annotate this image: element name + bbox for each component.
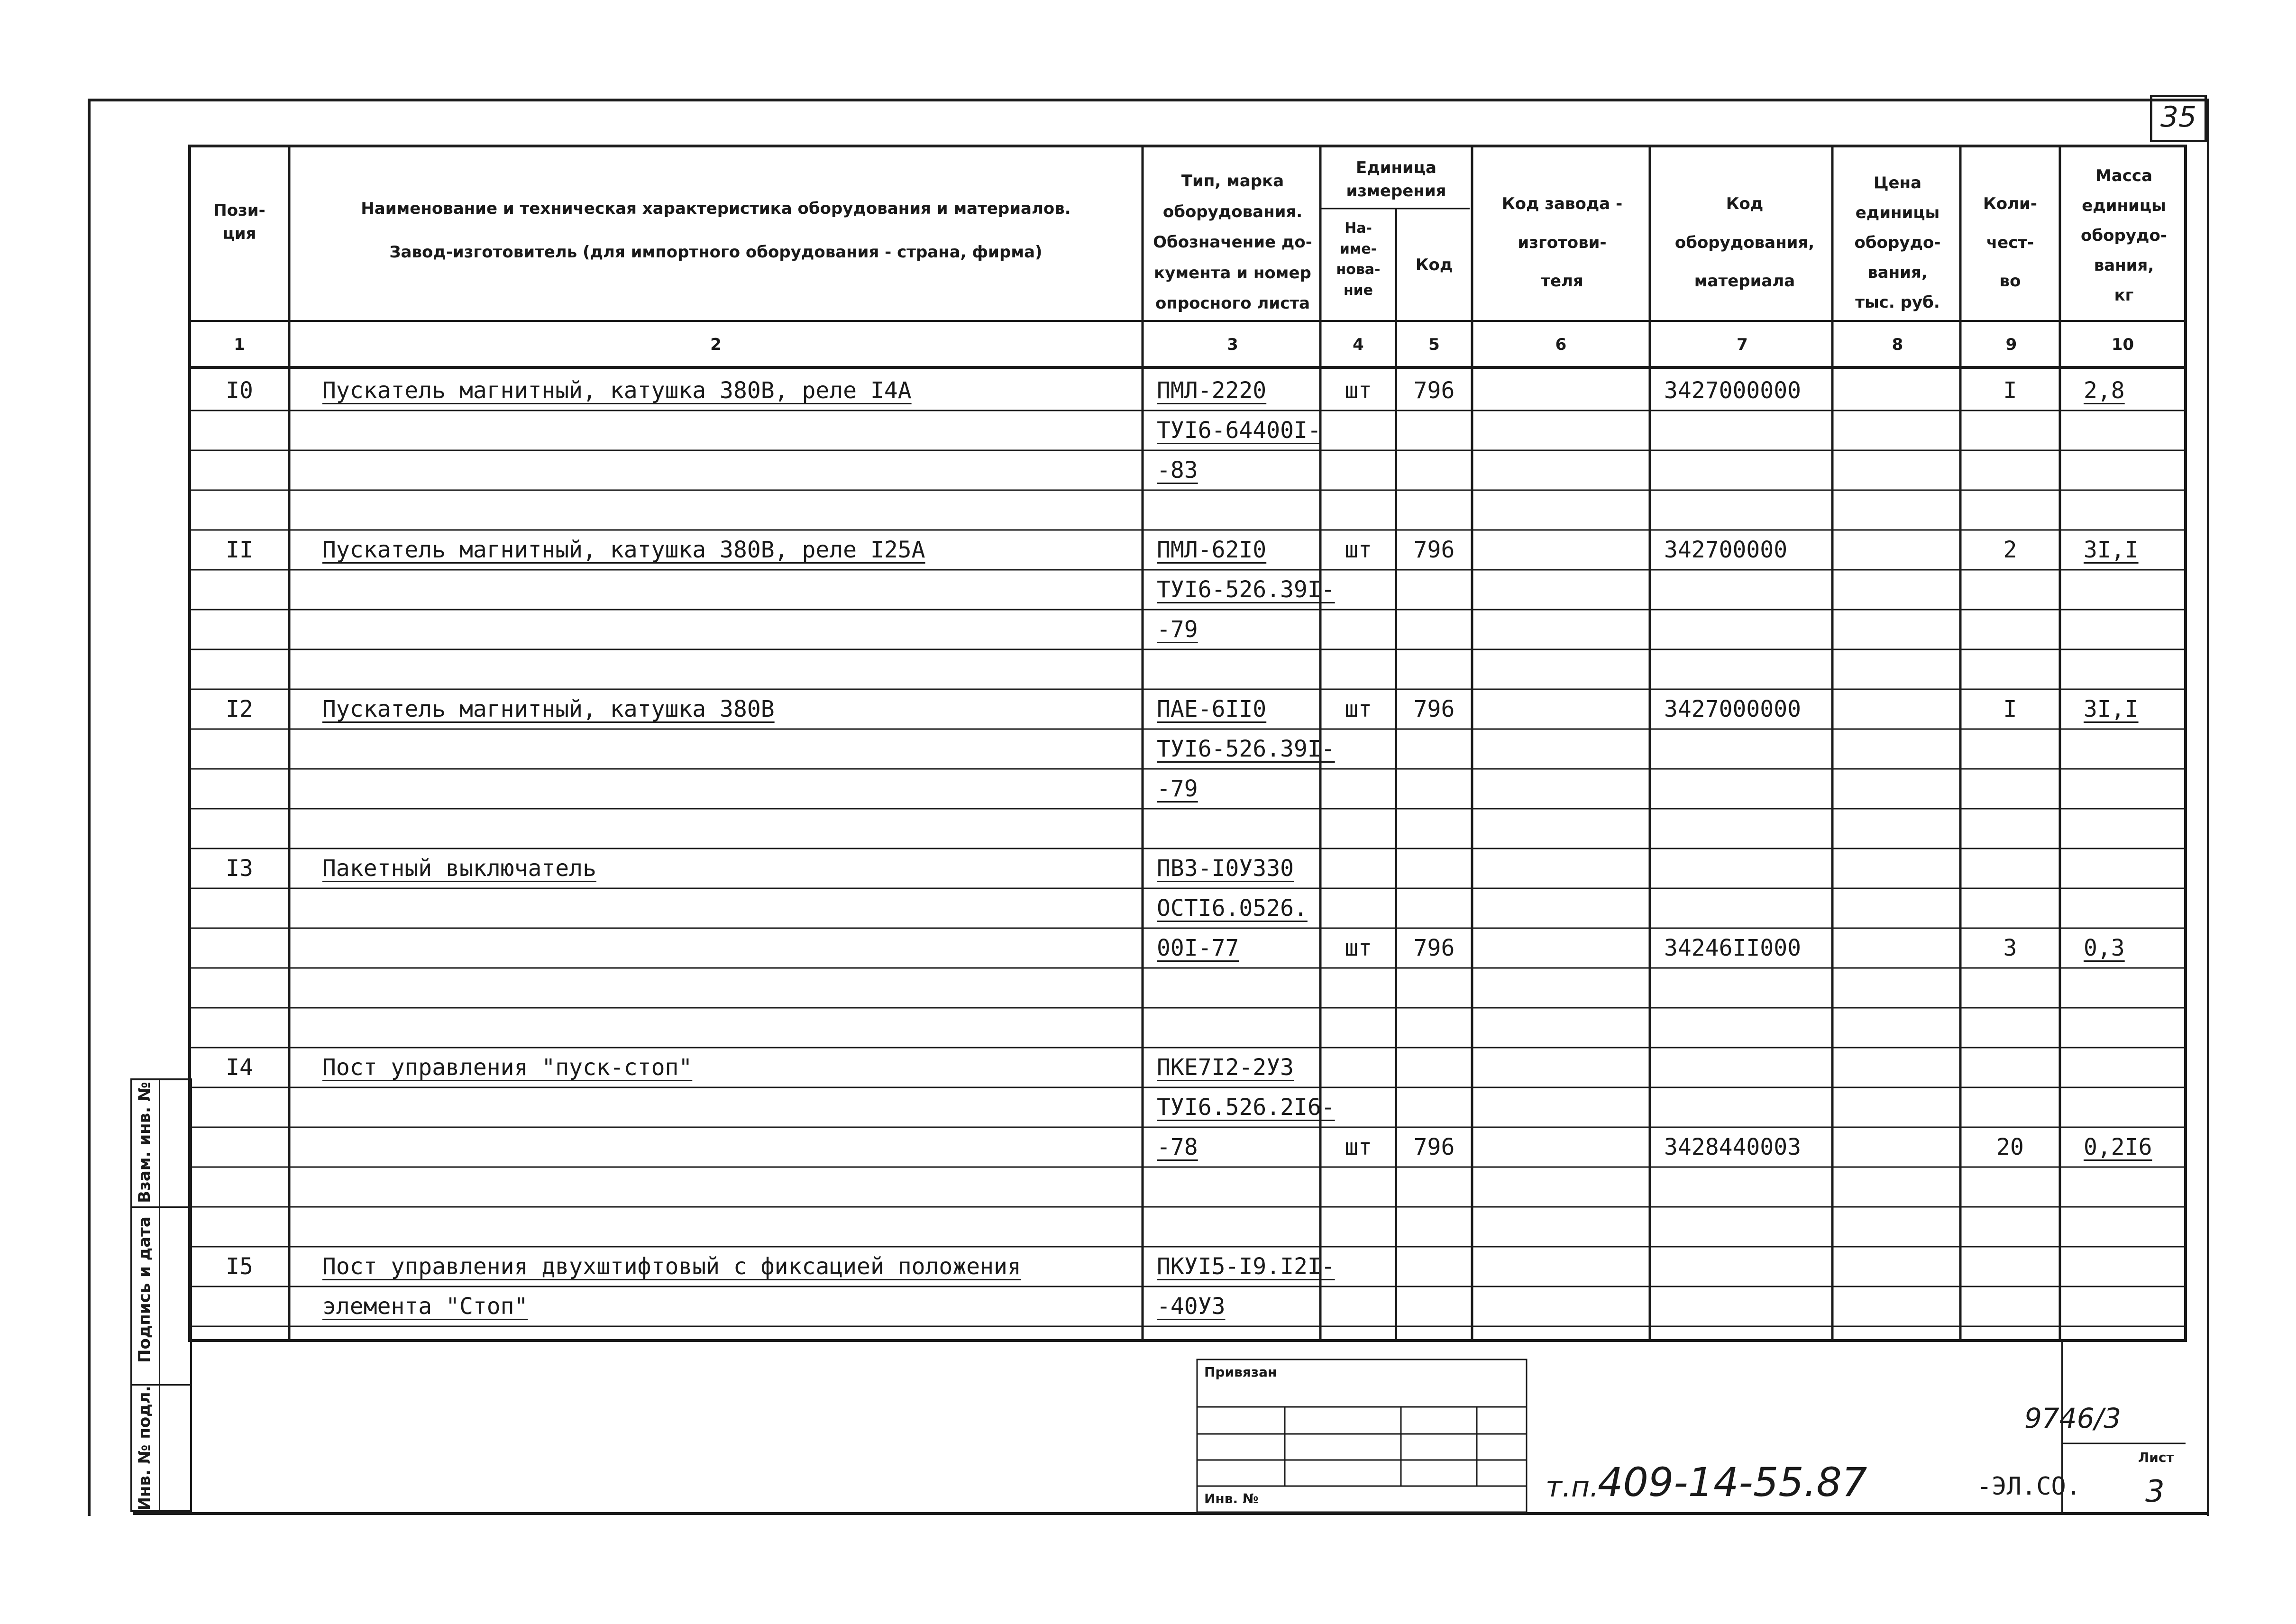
item-quantity: I — [2003, 696, 2017, 722]
header-unit-name: На- име- нова- ние — [1336, 220, 1381, 299]
item-type: -79 — [1157, 776, 1198, 802]
stamp-bound-label: Привязан — [1204, 1364, 1277, 1380]
item-name: Пускатель магнитный, катушка 380В — [322, 696, 775, 722]
column-number: 1 — [234, 335, 245, 354]
item-quantity: 3 — [2003, 935, 2017, 961]
item-position: I0 — [226, 377, 253, 404]
item-equipment-code: 3427000000 — [1664, 377, 1801, 404]
item-position: I5 — [226, 1253, 253, 1280]
column-number: 6 — [1555, 335, 1567, 354]
item-unit: шт — [1345, 1134, 1372, 1160]
item-mass: 2,8 — [2084, 377, 2125, 404]
item-type: ПМЛ-62I0 — [1157, 537, 1267, 563]
item-name: Пост управления "пуск-стоп" — [322, 1054, 693, 1081]
item-mass: 3I,I — [2084, 537, 2139, 563]
column-number: 4 — [1353, 335, 1364, 354]
item-equipment-code: 3428440003 — [1664, 1134, 1801, 1160]
item-name: Пускатель магнитный, катушка 380В, реле I4А — [322, 377, 912, 404]
item-quantity: 2 — [2003, 537, 2017, 563]
item-unit: шт — [1345, 537, 1372, 563]
item-unit-code: 796 — [1413, 935, 1455, 961]
item-unit-code: 796 — [1413, 1134, 1455, 1160]
column-number: 3 — [1227, 335, 1238, 354]
column-number: 9 — [2005, 335, 2017, 354]
item-type: -40У3 — [1157, 1293, 1226, 1320]
item-quantity: I — [2003, 377, 2017, 404]
item-type: ПКУI5-I9.I2I- — [1157, 1253, 1335, 1280]
item-name: элемента "Стоп" — [322, 1293, 528, 1320]
header-unit-mass: Масса единицы оборудо- вания, кг — [2081, 166, 2167, 305]
item-type: ПКЕ7I2-2У3 — [1157, 1054, 1294, 1081]
item-type: ОСТI6.0526. — [1157, 895, 1308, 921]
item-mass: 3I,I — [2084, 696, 2139, 722]
item-type: ТУI6-526.39I- — [1157, 576, 1335, 603]
header-type: Тип, марка оборудования. Обозначение до- кумента и номер опросного листа — [1153, 172, 1312, 313]
item-equipment-code: 3427000000 — [1664, 696, 1801, 722]
item-type: ПАЕ-6II0 — [1157, 696, 1267, 722]
stamp-sheet-label: Лист — [2138, 1450, 2174, 1465]
side-label-original-inv: Инв. № подл. — [135, 1386, 154, 1511]
item-type: -78 — [1157, 1134, 1198, 1160]
item-unit-code: 796 — [1413, 377, 1455, 404]
item-type: ТУI6-526.39I- — [1157, 736, 1335, 762]
item-name: Пакетный выключатель — [322, 855, 596, 882]
item-unit-code: 796 — [1413, 696, 1455, 722]
item-position: I4 — [226, 1054, 253, 1081]
column-number: 8 — [1892, 335, 1903, 354]
item-unit: шт — [1345, 935, 1372, 961]
side-label-signature-date: Подпись и дата — [135, 1216, 154, 1363]
side-label-replacement-inv: Взам. инв. № — [135, 1082, 154, 1203]
item-type: -79 — [1157, 616, 1198, 643]
header-plant-code: Код завода - изготови- теля — [1501, 194, 1623, 291]
item-position: I2 — [226, 696, 253, 722]
item-type: ПМЛ-2220 — [1157, 377, 1267, 404]
item-position: II — [226, 537, 253, 563]
column-number: 2 — [710, 335, 722, 354]
column-number: 10 — [2111, 335, 2134, 354]
item-name: Пост управления двухштифтовый с фиксацией положения — [322, 1253, 1021, 1280]
column-number: 7 — [1737, 335, 1748, 354]
stamp-doc-suffix: -ЭЛ.СО. — [1977, 1472, 2081, 1501]
stamp-sheet-number: 3 — [2145, 1474, 2165, 1509]
item-unit-code: 796 — [1413, 537, 1455, 563]
item-type: 00I-77 — [1157, 935, 1239, 961]
item-type: ТУI6-64400I- — [1157, 417, 1321, 444]
item-equipment-code: 342700000 — [1664, 537, 1788, 563]
item-quantity: 20 — [1996, 1134, 2024, 1160]
item-mass: 0,2I6 — [2084, 1134, 2152, 1160]
item-type: -83 — [1157, 457, 1198, 484]
header-unit-price: Цена единицы оборудо- вания, тыс. руб. — [1854, 173, 1941, 312]
item-type: ПВЗ-I0У330 — [1157, 855, 1294, 882]
stamp-handnote: 9746/3 — [2024, 1402, 2122, 1434]
header-position: Пози- ция — [213, 201, 265, 244]
item-unit: шт — [1345, 696, 1372, 722]
header-unit-group: Единица измерения — [1346, 158, 1446, 201]
column-number: 5 — [1428, 335, 1440, 354]
item-type: ТУI6.526.2I6- — [1157, 1094, 1335, 1121]
item-name: Пускатель магнитный, катушка 380В, реле I25А — [322, 537, 925, 563]
stamp-inv-label: Инв. № — [1204, 1491, 1259, 1506]
header-equipment-code: Код оборудования, материала — [1674, 194, 1815, 291]
header-name: Наименование и техническая характеристика оборудования и материалов. Завод-изготовитель (для импортного оборудования - страна, фирма) — [361, 199, 1071, 262]
header-unit-code: Код — [1415, 255, 1453, 274]
stamp-doc-number: 409-14-55.87 — [1598, 1459, 1867, 1505]
item-equipment-code: 34246II000 — [1664, 935, 1801, 961]
item-position: I3 — [226, 855, 253, 882]
header-quantity: Коли- чест- во — [1983, 194, 2037, 291]
item-unit: шт — [1345, 377, 1372, 404]
item-mass: 0,3 — [2084, 935, 2125, 961]
sheet-mark: 35 — [2160, 100, 2197, 134]
stamp-doc-prefix: т.п. — [1546, 1470, 1599, 1504]
